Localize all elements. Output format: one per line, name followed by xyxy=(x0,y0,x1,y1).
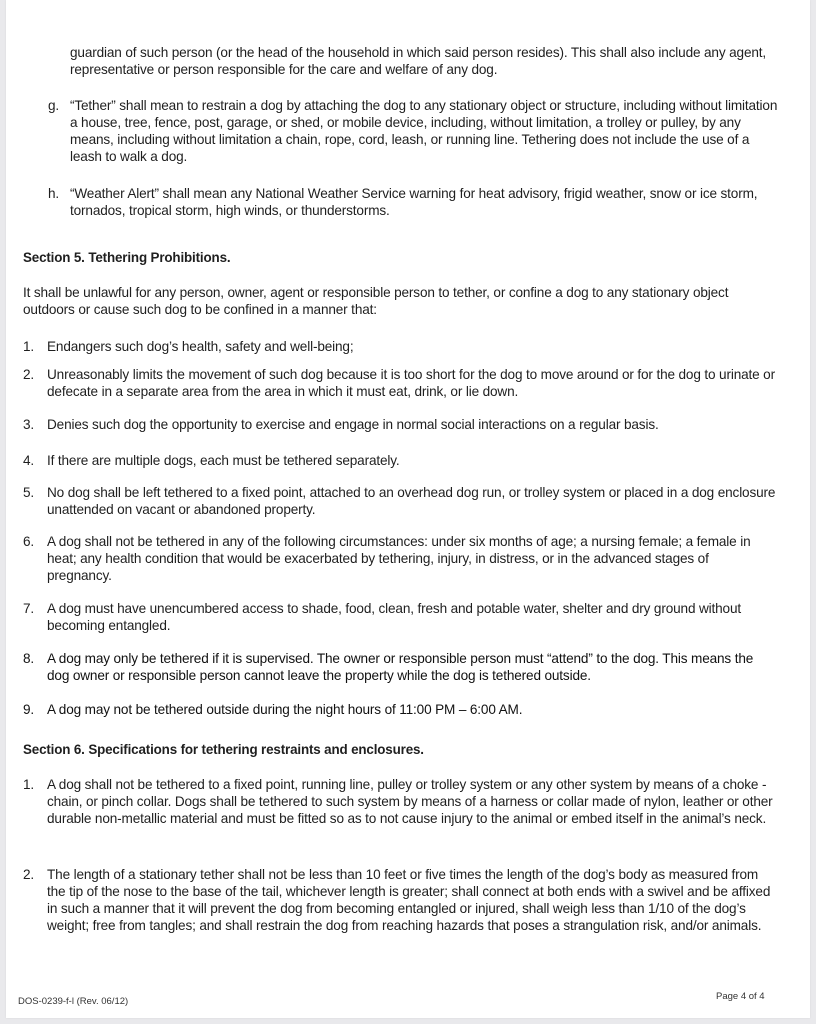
list-marker: 1. xyxy=(23,339,35,354)
list-marker: 5. xyxy=(23,485,35,500)
section-5-heading: Section 5. Tethering Prohibitions. xyxy=(23,250,231,265)
list-marker: 8. xyxy=(23,651,35,666)
definition-text: “Weather Alert” shall mean any National Weather Service warning for heat advisory, frigid weather, snow or ice storm, tornados, tropical storm, high winds, or thunderstorms. xyxy=(70,186,758,218)
list-item-text: A dog shall not be tethered in any of the following circumstances: under six months of age; a nursing female; a female in heat; any health condition that would be exacerbated by tethering, injury, in distress, or in the advanced stages of pregnancy. xyxy=(47,534,751,583)
form-id-footer: DOS-0239-f-l (Rev. 06/12) xyxy=(18,996,129,1007)
list-marker: 7. xyxy=(23,601,35,616)
list-item-text: A dog shall not be tethered to a fixed point, running line, pulley or trolley system or any other system by means of a choke - chain, or pinch collar. Dogs shall be tethered to such system by means of a harness or collar made of nylon, leather or other durable non-metallic material and must be fitted so as to not cause injury to the animal or embed itself in the animal’s neck. xyxy=(47,777,773,826)
list-marker: 9. xyxy=(23,702,35,717)
list-item-text: No dog shall be left tethered to a fixed point, attached to an overhead dog run, or trolley system or placed in a dog enclosure unattended on vacant or abandoned property. xyxy=(47,485,776,517)
list-item-text: Endangers such dog’s health, safety and well-being; xyxy=(47,339,354,354)
list-marker: 2. xyxy=(23,867,35,882)
list-item-text: A dog may not be tethered outside during the night hours of 11:00 PM – 6:00 AM. xyxy=(47,702,523,717)
list-item-text: If there are multiple dogs, each must be tethered separately. xyxy=(47,453,400,468)
section-6-heading: Section 6. Specifications for tethering restraints and enclosures. xyxy=(23,742,424,757)
list-marker: 1. xyxy=(23,777,35,792)
list-marker: 6. xyxy=(23,534,35,549)
page-number: Page 4 of 4 xyxy=(716,991,765,1002)
list-item-text: A dog may only be tethered if it is supervised. The owner or responsible person must “attend” to the dog. This means the dog owner or responsible person cannot leave the property while the dog is tethered outside. xyxy=(47,651,754,683)
list-marker: 2. xyxy=(23,367,35,382)
document-page xyxy=(6,0,810,1018)
definition-text: “Tether” shall mean to restrain a dog by attaching the dog to any stationary object or structure, including without limitation a house, tree, fence, post, garage, or shed, or mobile device, including, without limitation, a trolley or pulley, by any means, including without limitation a chain, rope, cord, leash, or running line. Tethering does not include the use of a leash to walk a dog. xyxy=(70,98,778,164)
list-marker: g. xyxy=(48,98,60,113)
list-item-text: Unreasonably limits the movement of such dog because it is too short for the dog to move around or for the dog to urinate or defecate in a separate area from the area in which it must eat, drink, or lie down. xyxy=(47,367,775,399)
list-item-text: A dog must have unencumbered access to shade, food, clean, fresh and potable water, shelter and dry ground without becoming entangled. xyxy=(47,601,742,633)
list-item-text: The length of a stationary tether shall not be less than 10 feet or five times the length of the dog’s body as measured from the tip of the nose to the base of the tail, whichever length is greater; shall connect at both ends with a swivel and be affixed in such a manner that it will prevent the dog from becoming entangled or injured, shall weigh less than 1/10 of the dog’s weight; free from tangles; and shall restrain the dog from reaching hazards that poses a strangulation risk, and/or animals. xyxy=(47,867,771,933)
list-item-text: Denies such dog the opportunity to exercise and engage in normal social interactions on a regular basis. xyxy=(47,417,659,432)
list-marker: 4. xyxy=(23,453,35,468)
list-marker: h. xyxy=(48,186,60,201)
section-5-intro: It shall be unlawful for any person, owner, agent or responsible person to tether, or confine a dog to any stationary object outdoors or cause such dog to be confined in a manner that: xyxy=(23,285,729,317)
list-marker: 3. xyxy=(23,417,35,432)
continuation-paragraph: guardian of such person (or the head of the household in which said person resides). This shall also include any agent, representative or person responsible for the care and welfare of any dog. xyxy=(70,45,767,77)
